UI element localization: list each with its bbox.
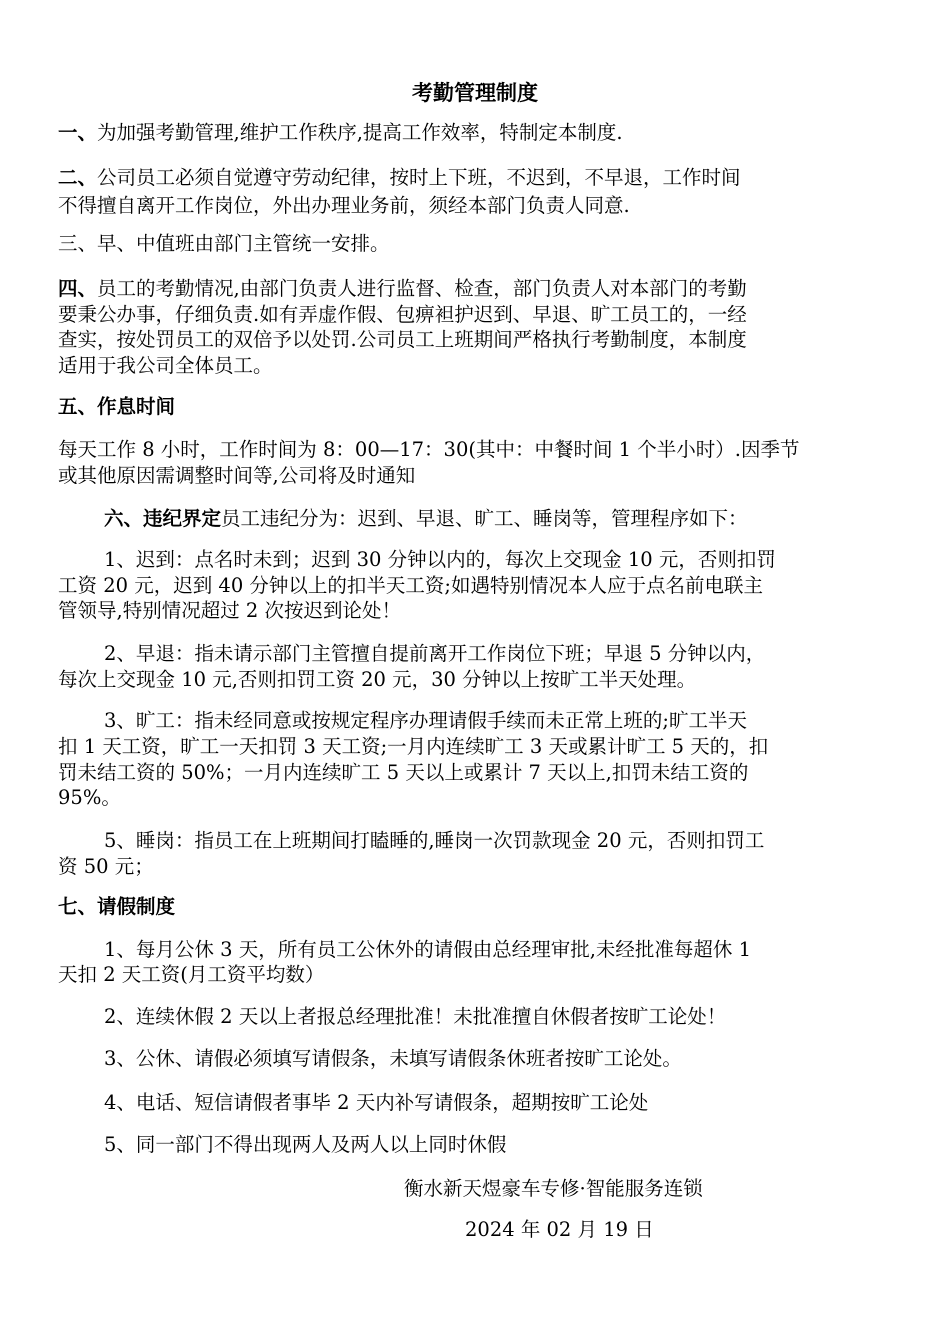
leave-rule-2: 2、连续休假 2 天以上者报总经理批准！未批准擅自休假者按旷工论处！ [104,1005,727,1028]
clause-2-label: 二、 [58,166,98,189]
clause-4-line-2: 要秉公办事，仔细负责.如有弄虚作假、包痹袒护迟到、早退、旷工员工的，一经 [58,303,747,326]
leave-rule-5: 5、同一部门不得出现两人及两人以上同时休假 [104,1133,507,1156]
clause-1-text: 为加强考勤管理,维护工作秩序,提高工作效率，特制定本制度. [97,121,623,144]
clause-2-line-2: 不得擅自离开工作岗位，外出办理业务前，须经本部门负责人同意. [58,194,630,217]
section-5-heading: 五、作息时间 [58,395,176,418]
rule-early-line-1: 2、早退：指未请示部门主管擅自提前离开工作岗位下班；早退 5 分钟以内， [104,642,766,665]
section-5-line-1: 每天工作 8 小时，工作时间为 8：00—17：30(其中：中餐时间 1 个半小时）.因季节 [58,438,800,461]
leave-rule-1-line-1: 1、每月公休 3 天，所有员工公休外的请假由总经理审批,未经批准每超休 1 [104,938,752,961]
clause-4-line-3: 查实，按处罚员工的双倍予以处罚.公司员工上班期间严格执行考勤制度，本制度 [58,328,747,351]
rule-sleep-line-1: 5、睡岗：指员工在上班期间打瞌睡的,睡岗一次罚款现金 20 元，否则扣罚工 [104,829,765,852]
rule-absence-line-4: 95%。 [58,786,121,809]
clause-4-label: 四、 [58,277,98,300]
clause-3: 三、早、中值班由部门主管统一安排。 [58,232,390,255]
leave-rule-3: 3、公休、请假必须填写请假条，未填写请假条休班者按旷工论处。 [104,1047,682,1070]
rule-late-line-3: 管领导,特别情况超过 2 次按迟到论处！ [58,599,402,622]
rule-sleep-line-2: 资 50 元； [58,855,154,878]
rule-absence-line-2: 扣 1 天工资，旷工一天扣罚 3 天工资;一月内连续旷工 3 天或累计旷工 5 天的，扣 [58,735,769,758]
clause-2-line-1 [58,164,892,192]
section-6-heading: 六、违纪界定 [104,507,222,530]
clause-4-line-1 [58,275,892,303]
section-6-intro [104,505,938,533]
leave-rule-4: 4、电话、短信请假者事毕 2 天内补写请假条，超期按旷工论处 [104,1091,649,1114]
clause-4-text-1: 员工的考勤情况,由部门负责人进行监督、检查，部门负责人对本部门的考勤 [97,277,747,300]
signature-date: 2024 年 02 月 19 日 [465,1218,654,1241]
rule-absence-line-3: 罚未结工资的 50%；一月内连续旷工 5 天以上或累计 7 天以上,扣罚未结工资的 [58,761,749,784]
rule-early-line-2: 每次上交现金 10 元,否则扣罚工资 20 元，30 分钟以上按旷工半天处理。 [58,668,697,691]
section-6-intro-text: 员工违纪分为：迟到、早退、旷工、睡岗等，管理程序如下： [221,507,748,530]
leave-rule-1-line-2: 天扣 2 天工资(月工资平均数） [58,963,325,986]
clause-1 [58,119,892,147]
clause-1-label: 一、 [58,121,98,144]
section-7-heading: 七、请假制度 [58,895,176,918]
section-5-line-2: 或其他原因需调整时间等,公司将及时通知 [58,464,416,487]
rule-absence-line-1: 3、旷工：指未经同意或按规定程序办理请假手续而未正常上班的;旷工半天 [104,709,747,732]
clause-2-text-1: 公司员工必须自觉遵守劳动纪律，按时上下班，不迟到，不早退，工作时间 [97,166,741,189]
page-title: 考勤管理制度 [412,80,538,105]
signature-org: 衡水新天煜豪车专修·智能服务连锁 [404,1177,703,1200]
rule-late-line-2: 工资 20 元，迟到 40 分钟以上的扣半天工资;如遇特别情况本人应于点名前电联主 [58,574,763,597]
rule-late-line-1: 1、迟到：点名时未到；迟到 30 分钟以内的，每次上交现金 10 元，否则扣罚 [104,548,776,571]
clause-4-line-4: 适用于我公司全体员工。 [58,354,273,377]
